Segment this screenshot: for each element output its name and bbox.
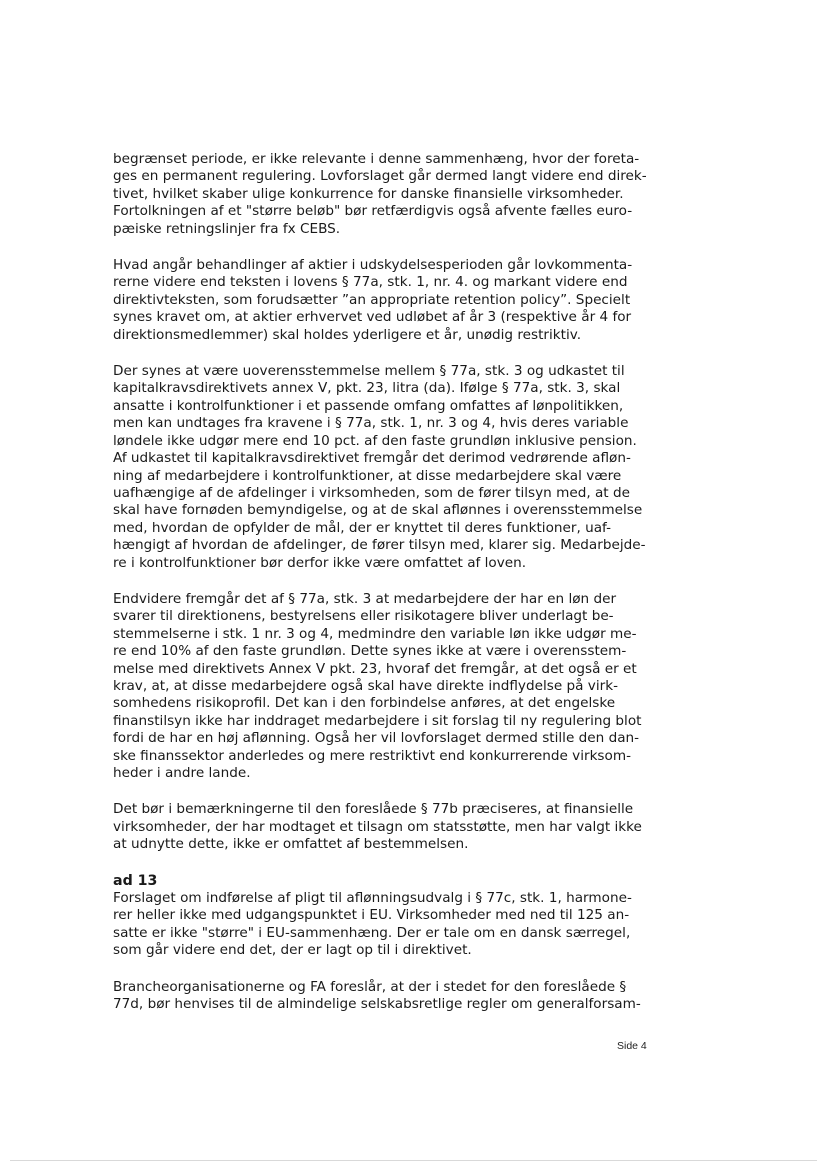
text-line: løndele ikke udgør mere end 10 pct. af den faste grundløn inklusive pension.	[113, 432, 637, 449]
text-line: rer heller ikke med udgangspunktet i EU. Virksomheder med ned til 125 an-	[113, 907, 630, 924]
text-line: Der synes at være uoverensstemmelse mellem § 77a, stk. 3 og udkastet til	[113, 363, 625, 380]
text-line: ske finanssektor anderledes og mere restriktivt end konkurrerende virksom-	[113, 747, 631, 764]
paragraph	[113, 979, 673, 1014]
text-line: direktivteksten, som forudsætter ”an appropriate retention policy”. Specielt	[113, 291, 631, 308]
paragraph	[113, 257, 673, 344]
text-line: somhedens risikoprofil. Det kan i den forbindelse anføres, at det engelske	[113, 695, 616, 712]
paragraph	[113, 873, 673, 960]
text-line: virksomheder, der har modtaget et tilsagn om statsstøtte, men har valgt ikke	[113, 818, 642, 835]
section-heading: ad 13	[113, 872, 158, 889]
text-line: krav, at, at disse medarbejdere også skal have direkte indflydelse på virk-	[113, 677, 618, 694]
text-line: re end 10% af den faste grundløn. Dette synes ikke at være i overensstem-	[113, 643, 627, 660]
page-bottom-edge	[10, 1160, 817, 1161]
text-line: fordi de har en høj aflønning. Også her vil lovforslaget dermed stille den dan-	[113, 730, 640, 747]
text-line: satte er ikke "større" i EU-sammenhæng. Der er tale om en dansk særregel,	[113, 924, 631, 941]
text-line: Hvad angår behandlinger af aktier i udskydelsesperioden går lovkommenta-	[113, 257, 633, 274]
paragraph	[113, 801, 673, 853]
text-line: Forslaget om indførelse af pligt til aflønningsudvalg i § 77c, stk. 1, harmone-	[113, 890, 632, 907]
paragraph	[113, 591, 673, 782]
text-line: re i kontrolfunktioner bør derfor ikke være omfattet af loven.	[113, 554, 527, 571]
body-text	[113, 151, 673, 1032]
text-line: pæiske retningslinjer fra fx CEBS.	[113, 220, 341, 237]
text-line: med, hvordan de opfylder de mål, der er knyttet til deres funktioner, uaf-	[113, 519, 611, 536]
paragraph	[113, 151, 673, 238]
page-number: Side 4	[617, 1040, 647, 1052]
text-line: stemmelserne i stk. 1 nr. 3 og 4, medmindre den variable løn ikke udgør me-	[113, 625, 637, 642]
text-line: Endvidere fremgår det af § 77a, stk. 3 at medarbejdere der har en løn der	[113, 590, 617, 607]
text-line: direktionsmedlemmer) skal holdes yderligere et år, unødig restriktiv.	[113, 326, 582, 343]
text-line: uafhængige af de afdelinger i virksomheden, som de fører tilsyn med, at de	[113, 484, 630, 501]
text-line: Det bør i bemærkningerne til den foreslåede § 77b præciseres, at finansielle	[113, 801, 634, 818]
text-line: rerne videre end teksten i lovens § 77a, stk. 1, nr. 4. og markant videre end	[113, 274, 628, 291]
text-line: ning af medarbejdere i kontrolfunktioner, at disse medarbejdere skal være	[113, 467, 622, 484]
text-line: Fortolkningen af et "større beløb" bør retfærdigvis også afvente fælles euro-	[113, 203, 633, 220]
text-line: ansatte i kontrolfunktioner i et passende omfang omfattes af lønpolitikken,	[113, 397, 624, 414]
text-line: skal have fornøden bemyndigelse, og at de skal aflønnes i overensstemmelse	[113, 502, 643, 519]
text-line: tivet, hvilket skaber ulige konkurrence for danske finansielle virksomheder.	[113, 185, 624, 202]
text-line: svarer til direktionens, bestyrelsens eller risikotagere bliver underlagt be-	[113, 608, 614, 625]
text-line: heder i andre lande.	[113, 765, 251, 781]
text-line: 77d, bør henvises til de almindelige selskabsretlige regler om generalforsam-	[113, 996, 641, 1013]
text-line: finanstilsyn ikke har inddraget medarbejdere i sit forslag til ny regulering blot	[113, 712, 642, 729]
text-line: ges en permanent regulering. Lovforslaget går dermed langt videre end direk-	[113, 168, 647, 185]
text-line: melse med direktivets Annex V pkt. 23, hvoraf det fremgår, at det også er et	[113, 660, 637, 677]
text-line: hængigt af hvordan de afdelinger, de fører tilsyn med, klarer sig. Medarbejde-	[113, 537, 646, 554]
text-line: som går videre end det, der er lagt op til i direktivet.	[113, 942, 472, 959]
text-line: synes kravet om, at aktier erhvervet ved udløbet af år 3 (respektive år 4 for	[113, 309, 632, 326]
text-line: kapitalkravsdirektivets annex V, pkt. 23, litra (da). Ifølge § 77a, stk. 3, skal	[113, 380, 621, 397]
text-line: begrænset periode, er ikke relevante i denne sammenhæng, hvor der foreta-	[113, 151, 640, 167]
text-line: Af udkastet til kapitalkravsdirektivet fremgår det derimod vedrørende afløn-	[113, 450, 631, 467]
text-line: men kan undtages fra kravene i § 77a, stk. 1, nr. 3 og 4, hvis deres variable	[113, 415, 629, 432]
paragraph	[113, 363, 673, 572]
text-line: at udnytte dette, ikke er omfattet af bestemmelsen.	[113, 836, 469, 853]
text-line: Brancheorganisationerne og FA foreslår, at der i stedet for den foreslåede §	[113, 978, 627, 995]
